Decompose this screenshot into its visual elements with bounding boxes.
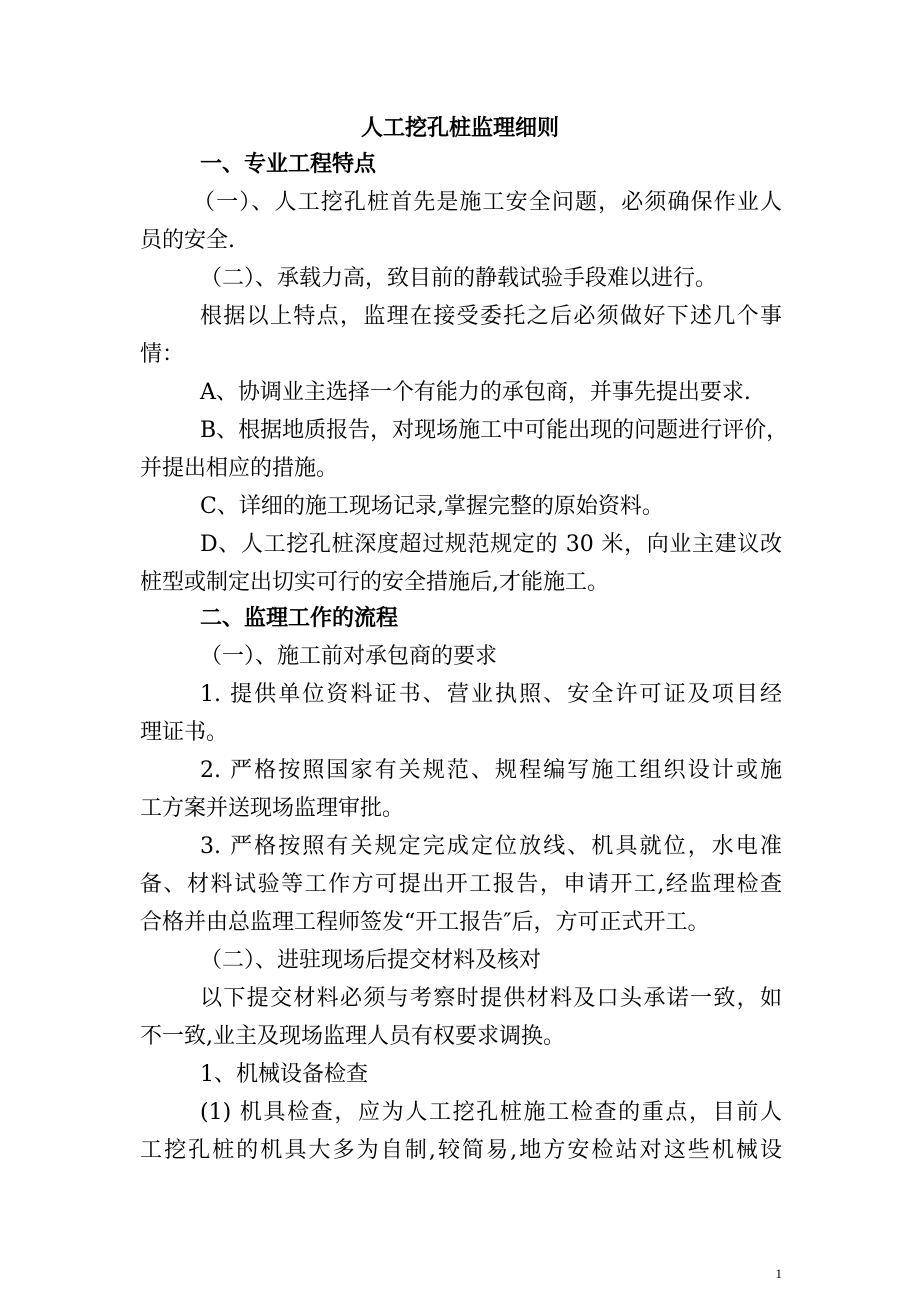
paragraph-line: 工方案并送现场监理审批。	[140, 796, 405, 821]
paragraph-line: 工挖孔桩的机具大多为自制,较简易,地方安检站对这些机械设	[140, 1138, 782, 1163]
paragraph-line: 并提出相应的措施。	[140, 456, 339, 481]
paragraph-line: 理证书。	[140, 720, 229, 745]
paragraph-line: D、人工挖孔桩深度超过规范规定的 30 米，向业主建议改	[200, 532, 782, 557]
paragraph-line: (1) 机具检查，应为人工挖孔桩施工检查的重点，目前人	[200, 1100, 782, 1125]
section-heading-2: 二、监理工作的流程	[200, 606, 399, 631]
paragraph-line: C、详细的施工现场记录,掌握完整的原始资料。	[200, 494, 664, 519]
paragraph-line: B、根据地质报告，对现场施工中可能出现的问题进行评价，	[200, 418, 789, 443]
subsection-heading: （二）、进驻现场后提交材料及核对	[200, 948, 542, 973]
paragraph-line: 员的安全.	[140, 228, 235, 253]
paragraph-line: 1. 提供单位资料证书、营业执照、安全许可证及项目经	[200, 682, 782, 707]
section-heading-1: 一、专业工程特点	[200, 152, 377, 177]
page-number: 1	[775, 1266, 782, 1281]
paragraph-line: 合格并由总监理工程师签发“开工报告″后，方可正式开工。	[140, 910, 710, 935]
subsection-heading: 1、机械设备检查	[200, 1062, 368, 1087]
paragraph-line: 以下提交材料必须与考察时提供材料及口头承诺一致，如	[200, 986, 782, 1011]
paragraph-line: 备、材料试验等工作方可提出开工报告，申请开工,经监理检查	[140, 872, 782, 897]
paragraph-line: 不一致,业主及现场监理人员有权要求调换。	[140, 1024, 565, 1049]
paragraph-line: 2. 严格按照国家有关规范、规程编写施工组织设计或施	[200, 758, 782, 783]
subsection-heading: （一）、施工前对承包商的要求	[200, 644, 498, 669]
paragraph-line: （二）、承载力高，致目前的静载试验手段难以进行。	[200, 266, 718, 291]
paragraph-line: （一）、人工挖孔桩首先是施工安全问题，必须确保作业人	[193, 190, 782, 215]
paragraph-line: A、协调业主选择一个有能力的承包商，并事先提出要求.	[200, 380, 751, 405]
document-title: 人工挖孔桩监理细则	[360, 116, 559, 141]
paragraph-line: 情：	[140, 342, 185, 367]
paragraph-line: 根据以上特点，监理在接受委托之后必须做好下述几个事	[200, 304, 782, 329]
paragraph-line: 桩型或制定出切实可行的安全措施后,才能施工。	[140, 570, 609, 595]
paragraph-line: 3. 严格按照有关规定完成定位放线、机具就位，水电准	[200, 834, 782, 859]
